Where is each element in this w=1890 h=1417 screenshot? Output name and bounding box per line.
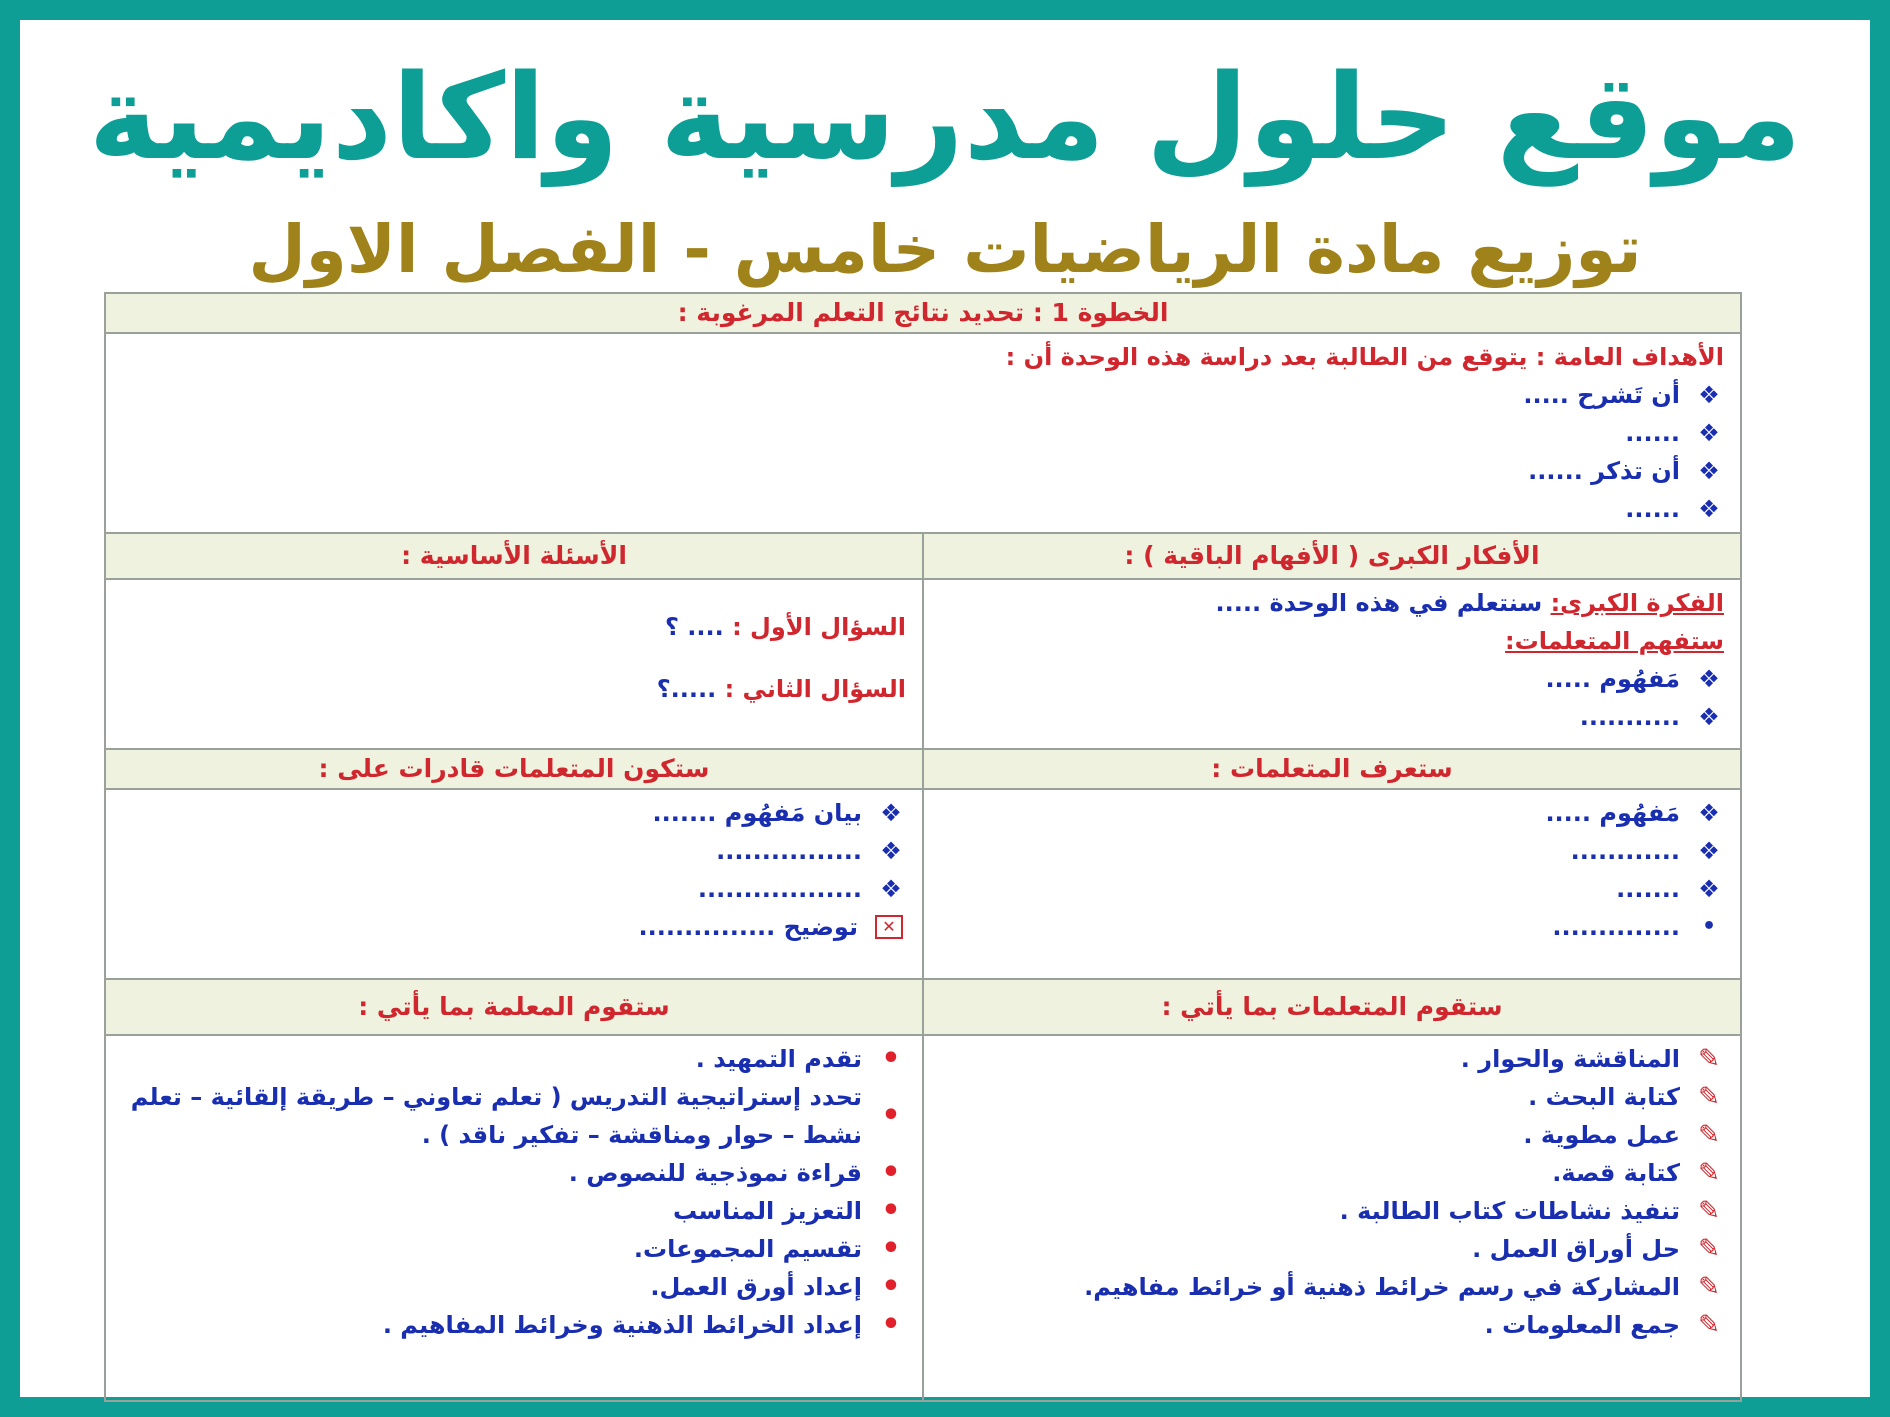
list-item: • تقسيم المجموعات.: [122, 1230, 906, 1268]
red-dot-bullet-icon: •: [881, 1155, 901, 1190]
pen-bullet-icon: ✎: [1698, 1158, 1720, 1188]
list-item: ❖ ......: [122, 490, 1724, 528]
list-item: ❖ مَفهُوم .....: [940, 660, 1724, 698]
red-dot-bullet-icon: •: [881, 1098, 901, 1133]
list-item: ❖ .......: [940, 870, 1724, 908]
will-be-able-header: ستكون المتعلمات قادرات على :: [105, 749, 923, 789]
pen-bullet-icon: ✎: [1698, 1234, 1720, 1264]
red-dot-bullet-icon: •: [881, 1307, 901, 1342]
list-item: ❖ ......: [122, 414, 1724, 452]
list-item: ✎ المشاركة في رسم خرائط ذهنية أو خرائط مفاهيم.: [940, 1268, 1724, 1306]
list-item: ✎ جمع المعلومات .: [940, 1306, 1724, 1344]
will-know-cell: [923, 789, 1741, 979]
pen-bullet-icon: ✎: [1698, 1310, 1720, 1340]
unit-plan-table: [104, 292, 1742, 1402]
list-item: ✕ توضيح ...............: [122, 908, 906, 946]
goals-cell: [105, 333, 1741, 533]
four-diamond-bullet-icon: ❖: [1698, 799, 1720, 827]
big-ideas-header: الأفكار الكبرى ( الأفهام الباقية ) :: [923, 533, 1741, 579]
essential-questions-cell: [105, 579, 923, 749]
pen-bullet-icon: ✎: [1698, 1272, 1720, 1302]
list-item: ✎ كتابة قصة.: [940, 1154, 1724, 1192]
list-item: ✎ حل أوراق العمل .: [940, 1230, 1724, 1268]
teacher-will-cell: [105, 1035, 923, 1401]
list-item: • إعداد الخرائط الذهنية وخرائط المفاهيم .: [122, 1306, 906, 1344]
list-item: ❖ ............: [940, 832, 1724, 870]
list-item: ❖ أن تَشرح .....: [122, 376, 1724, 414]
will-be-able-list: [122, 794, 906, 946]
list-item: ✎ المناقشة والحوار .: [940, 1040, 1724, 1078]
teacher-will-header: ستقوم المعلمة بما يأتي :: [105, 979, 923, 1035]
pen-bullet-icon: ✎: [1698, 1044, 1720, 1074]
big-idea-line: [940, 584, 1724, 622]
essential-questions-header: الأسئلة الأساسية :: [105, 533, 923, 579]
four-diamond-bullet-icon: ❖: [880, 799, 902, 827]
four-diamond-bullet-icon: ❖: [1698, 495, 1720, 523]
question-two: السؤال الثاني : .....؟: [656, 675, 906, 703]
list-item: • إعداد أورق العمل.: [122, 1268, 906, 1306]
learners-will-header: ستقوم المتعلمات بما يأتي :: [923, 979, 1741, 1035]
will-know-list: [940, 794, 1724, 946]
learners-will-list: [940, 1040, 1724, 1344]
big-idea-label: الفكرة الكبرى:: [1550, 589, 1724, 617]
list-item: • تحدد إستراتيجية التدريس ( تعلم تعاوني – طريقة إلقائية – تعلم نشط – حوار ومناقشة – تفكير ناقد ) .: [122, 1078, 906, 1154]
pen-bullet-icon: ✎: [1698, 1082, 1720, 1112]
list-item: • قراءة نموذجية للنصوص .: [122, 1154, 906, 1192]
four-diamond-bullet-icon: ❖: [1698, 703, 1720, 731]
document-title: توزيع مادة الرياضيات خامس - الفصل الاول: [248, 211, 1642, 288]
learners-will-cell: [923, 1035, 1741, 1401]
dot-bullet-icon: •: [1701, 914, 1717, 939]
red-dot-bullet-icon: •: [881, 1269, 901, 1304]
four-diamond-bullet-icon: ❖: [1698, 875, 1720, 903]
list-item: ✎ كتابة البحث .: [940, 1078, 1724, 1116]
list-item: • ..............: [940, 908, 1724, 946]
question-one: السؤال الأول : .... ؟: [664, 613, 906, 641]
list-item: ❖ ..................: [122, 870, 906, 908]
big-idea-text: سنتعلم في هذه الوحدة .....: [1215, 589, 1543, 617]
four-diamond-bullet-icon: ❖: [1698, 457, 1720, 485]
four-diamond-bullet-icon: ❖: [880, 875, 902, 903]
list-item: ❖ أن تذكر ......: [122, 452, 1724, 490]
list-item: ❖ بيان مَفهُوم .......: [122, 794, 906, 832]
four-diamond-bullet-icon: ❖: [1698, 381, 1720, 409]
list-item: • تقدم التمهيد .: [122, 1040, 906, 1078]
will-know-header: ستعرف المتعلمات :: [923, 749, 1741, 789]
step-title: الخطوة 1 : تحديد نتائج التعلم المرغوبة :: [105, 293, 1741, 333]
understand-label: ستفهم المتعلمات:: [1505, 627, 1724, 655]
red-dot-bullet-icon: •: [881, 1041, 901, 1076]
four-diamond-bullet-icon: ❖: [1698, 837, 1720, 865]
pen-bullet-icon: ✎: [1698, 1120, 1720, 1150]
site-title: موقع حلول مدرسية واكاديمية: [88, 48, 1802, 186]
four-diamond-bullet-icon: ❖: [880, 837, 902, 865]
goals-title: الأهداف العامة : يتوقع من الطالبة بعد دراسة هذه الوحدة أن :: [1005, 343, 1724, 371]
list-item: ❖ ...........: [940, 698, 1724, 736]
red-dot-bullet-icon: •: [881, 1231, 901, 1266]
red-dot-bullet-icon: •: [881, 1193, 901, 1228]
four-diamond-bullet-icon: ❖: [1698, 419, 1720, 447]
four-diamond-bullet-icon: ❖: [1698, 665, 1720, 693]
pen-bullet-icon: ✎: [1698, 1196, 1720, 1226]
big-ideas-list: [940, 660, 1724, 736]
teacher-will-list: [122, 1040, 906, 1344]
list-item: ❖ مَفهُوم .....: [940, 794, 1724, 832]
list-item: ❖ ................: [122, 832, 906, 870]
goals-list: [122, 376, 1724, 528]
list-item: • التعزيز المناسب: [122, 1192, 906, 1230]
list-item: ✎ تنفيذ نشاطات كتاب الطالبة .: [940, 1192, 1724, 1230]
big-ideas-cell: [923, 579, 1741, 749]
x-box-icon: ✕: [875, 915, 903, 939]
list-item: ✎ عمل مطوية .: [940, 1116, 1724, 1154]
will-be-able-cell: [105, 789, 923, 979]
